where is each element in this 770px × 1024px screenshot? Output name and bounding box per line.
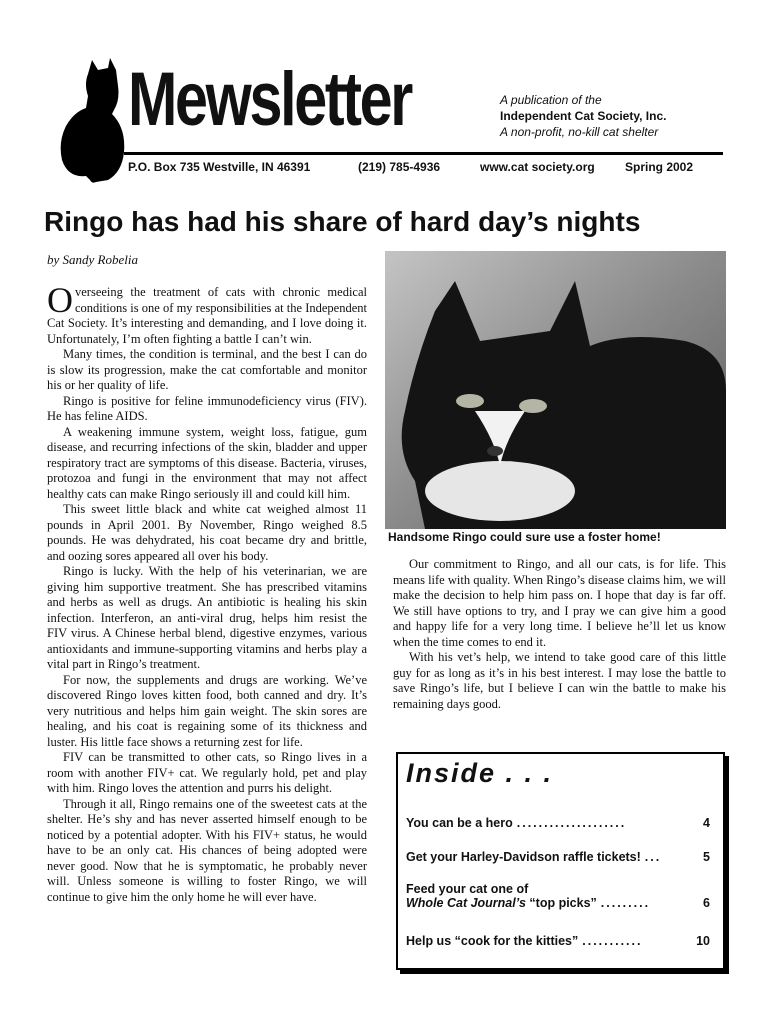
toc-item[interactable] <box>406 850 710 864</box>
phone: (219) 785-4936 <box>358 160 441 174</box>
toc-item-label-italic: Whole Cat Journal’s <box>406 896 526 910</box>
website-link[interactable]: www.cat society.org <box>480 160 595 174</box>
toc-item[interactable] <box>406 816 710 830</box>
toc-page-number: 4 <box>703 816 710 830</box>
article-body-left <box>47 280 367 905</box>
photo-caption: Handsome Ringo could sure use a foster home! <box>388 530 661 544</box>
paragraph: Ringo is positive for feline immunodeficiency virus (FIV). He has feline AIDS. <box>47 393 367 423</box>
toc-leader: ... <box>644 850 662 864</box>
issue-date: Spring 2002 <box>625 160 694 174</box>
inside-title: Inside . . . <box>406 758 554 788</box>
paragraph: Many times, the condition is terminal, and the best I can do is slow its progression, make the cat comfortable and monitor his or her quality of life. <box>47 347 367 392</box>
toc-page-number: 5 <box>703 850 710 864</box>
toc-item-label: Help us “cook for the kitties” <box>406 934 579 948</box>
toc-item-label: Get your Harley-Davidson raffle tickets! <box>406 850 641 864</box>
tagline-line-1: A publication of the <box>500 93 602 107</box>
toc-leader: ........... <box>582 934 643 948</box>
paragraph: Our commitment to Ringo, and all our cats, is for life. This means life with quality. When Ringo’s disease claims him, we will make the decision to help him pass on. I hope that day is far off. We still have options to try, and I pray we can give him a good and happy life for a very long time. I believe he’ll let us know when the time comes to end it. <box>393 557 726 649</box>
toc-page-number: 6 <box>703 896 710 910</box>
tagline-line-3: A non-profit, no-kill cat shelter <box>500 125 659 139</box>
tagline-line-2: Independent Cat Society, Inc. <box>500 109 667 123</box>
cat-silhouette-icon <box>56 56 128 184</box>
article-byline: by Sandy Robelia <box>47 252 138 267</box>
masthead-tagline <box>500 92 666 140</box>
article-body-right <box>393 557 726 712</box>
cat-photo <box>385 251 726 529</box>
article-headline: Ringo has had his share of hard day’s nights <box>44 206 641 237</box>
inside-contents-box <box>396 752 725 970</box>
masthead-title: Mewsletter <box>128 57 411 142</box>
toc-item-label: Feed your cat one of <box>406 882 529 896</box>
toc-leader: ......... <box>600 896 651 910</box>
address: P.O. Box 735 Westville, IN 46391 <box>128 160 311 174</box>
drop-cap: O <box>47 280 73 320</box>
paragraph: With his vet’s help, we intend to take good care of this little guy for as long as it’s in his best interest. I may lose the battle to save Ringo’s life, but I believe I can win the battle to make his remaining days good. <box>393 650 726 711</box>
paragraph: Through it all, Ringo remains one of the sweetest cats at the shelter. He’s shy and has never asserted himself enough to be noticed by a potential adopter. With his FIV+ status, he would have to be an only cat. His chances of being adopted were never good. Now that he is symptomatic, he probably never will. Unless someone is willing to foster Ringo, we will continue to give him the only home he will ever have. <box>47 796 367 904</box>
paragraph: Ringo is lucky. With the help of his veterinarian, we are giving him supportive treatment. She has prescribed vitamins and herbs as well as drugs. An antibiotic is healing his skin infection. Interferon, an anti-viral drug, helps him resist the FIV virus. A Chinese herbal blend, digestive enzymes, various antioxidants and immune-supporting vitamins and herbs play a vital part in Ringo’s treatment. <box>47 564 367 671</box>
paragraph: A weakening immune system, weight loss, fatigue, gum disease, and recurring infections of the skin, bladder and upper respiratory tract are symptoms of this disease. Bacteria, viruses, protozoa and fungi in the environment that may not affect healthy cats can make Ringo seriously ill and could kill him. <box>47 424 367 501</box>
paragraph: For now, the supplements and drugs are working. We’ve discovered Ringo loves kitten food, both canned and dry. It’s very nutritious and helps him gain weight. The skin sores are healing, and his coat is regaining some of its thickness and luster. His little face shows a returning zest for life. <box>47 672 367 749</box>
toc-page-number: 10 <box>696 934 710 948</box>
paragraph: FIV can be transmitted to other cats, so Ringo lives in a room with another FIV+ cat. We regularly hold, pet and play with him. Ringo loves the attention and purrs his delight. <box>47 750 367 795</box>
paragraph: Overseeing the treatment of cats with chronic medical conditions is one of my responsibilities at the Independent Cat Society. It’s interesting and demanding, and I love doing it. Unfortunately, I’m often fighting a battle I can’t win. <box>47 280 367 346</box>
toc-item[interactable] <box>406 882 710 910</box>
toc-leader: .................... <box>516 816 627 830</box>
toc-item-label: You can be a hero <box>406 816 513 830</box>
paragraph: This sweet little black and white cat weighed almost 11 pounds in April 2001. By November, Ringo weighed 8.5 pounds. He was dehydrated, his coat became dry and brittle, and oozing sores appeared all over his body. <box>47 502 367 563</box>
toc-item-label: “top picks” <box>525 896 597 910</box>
toc-item[interactable] <box>406 934 710 948</box>
masthead-divider <box>124 152 723 155</box>
